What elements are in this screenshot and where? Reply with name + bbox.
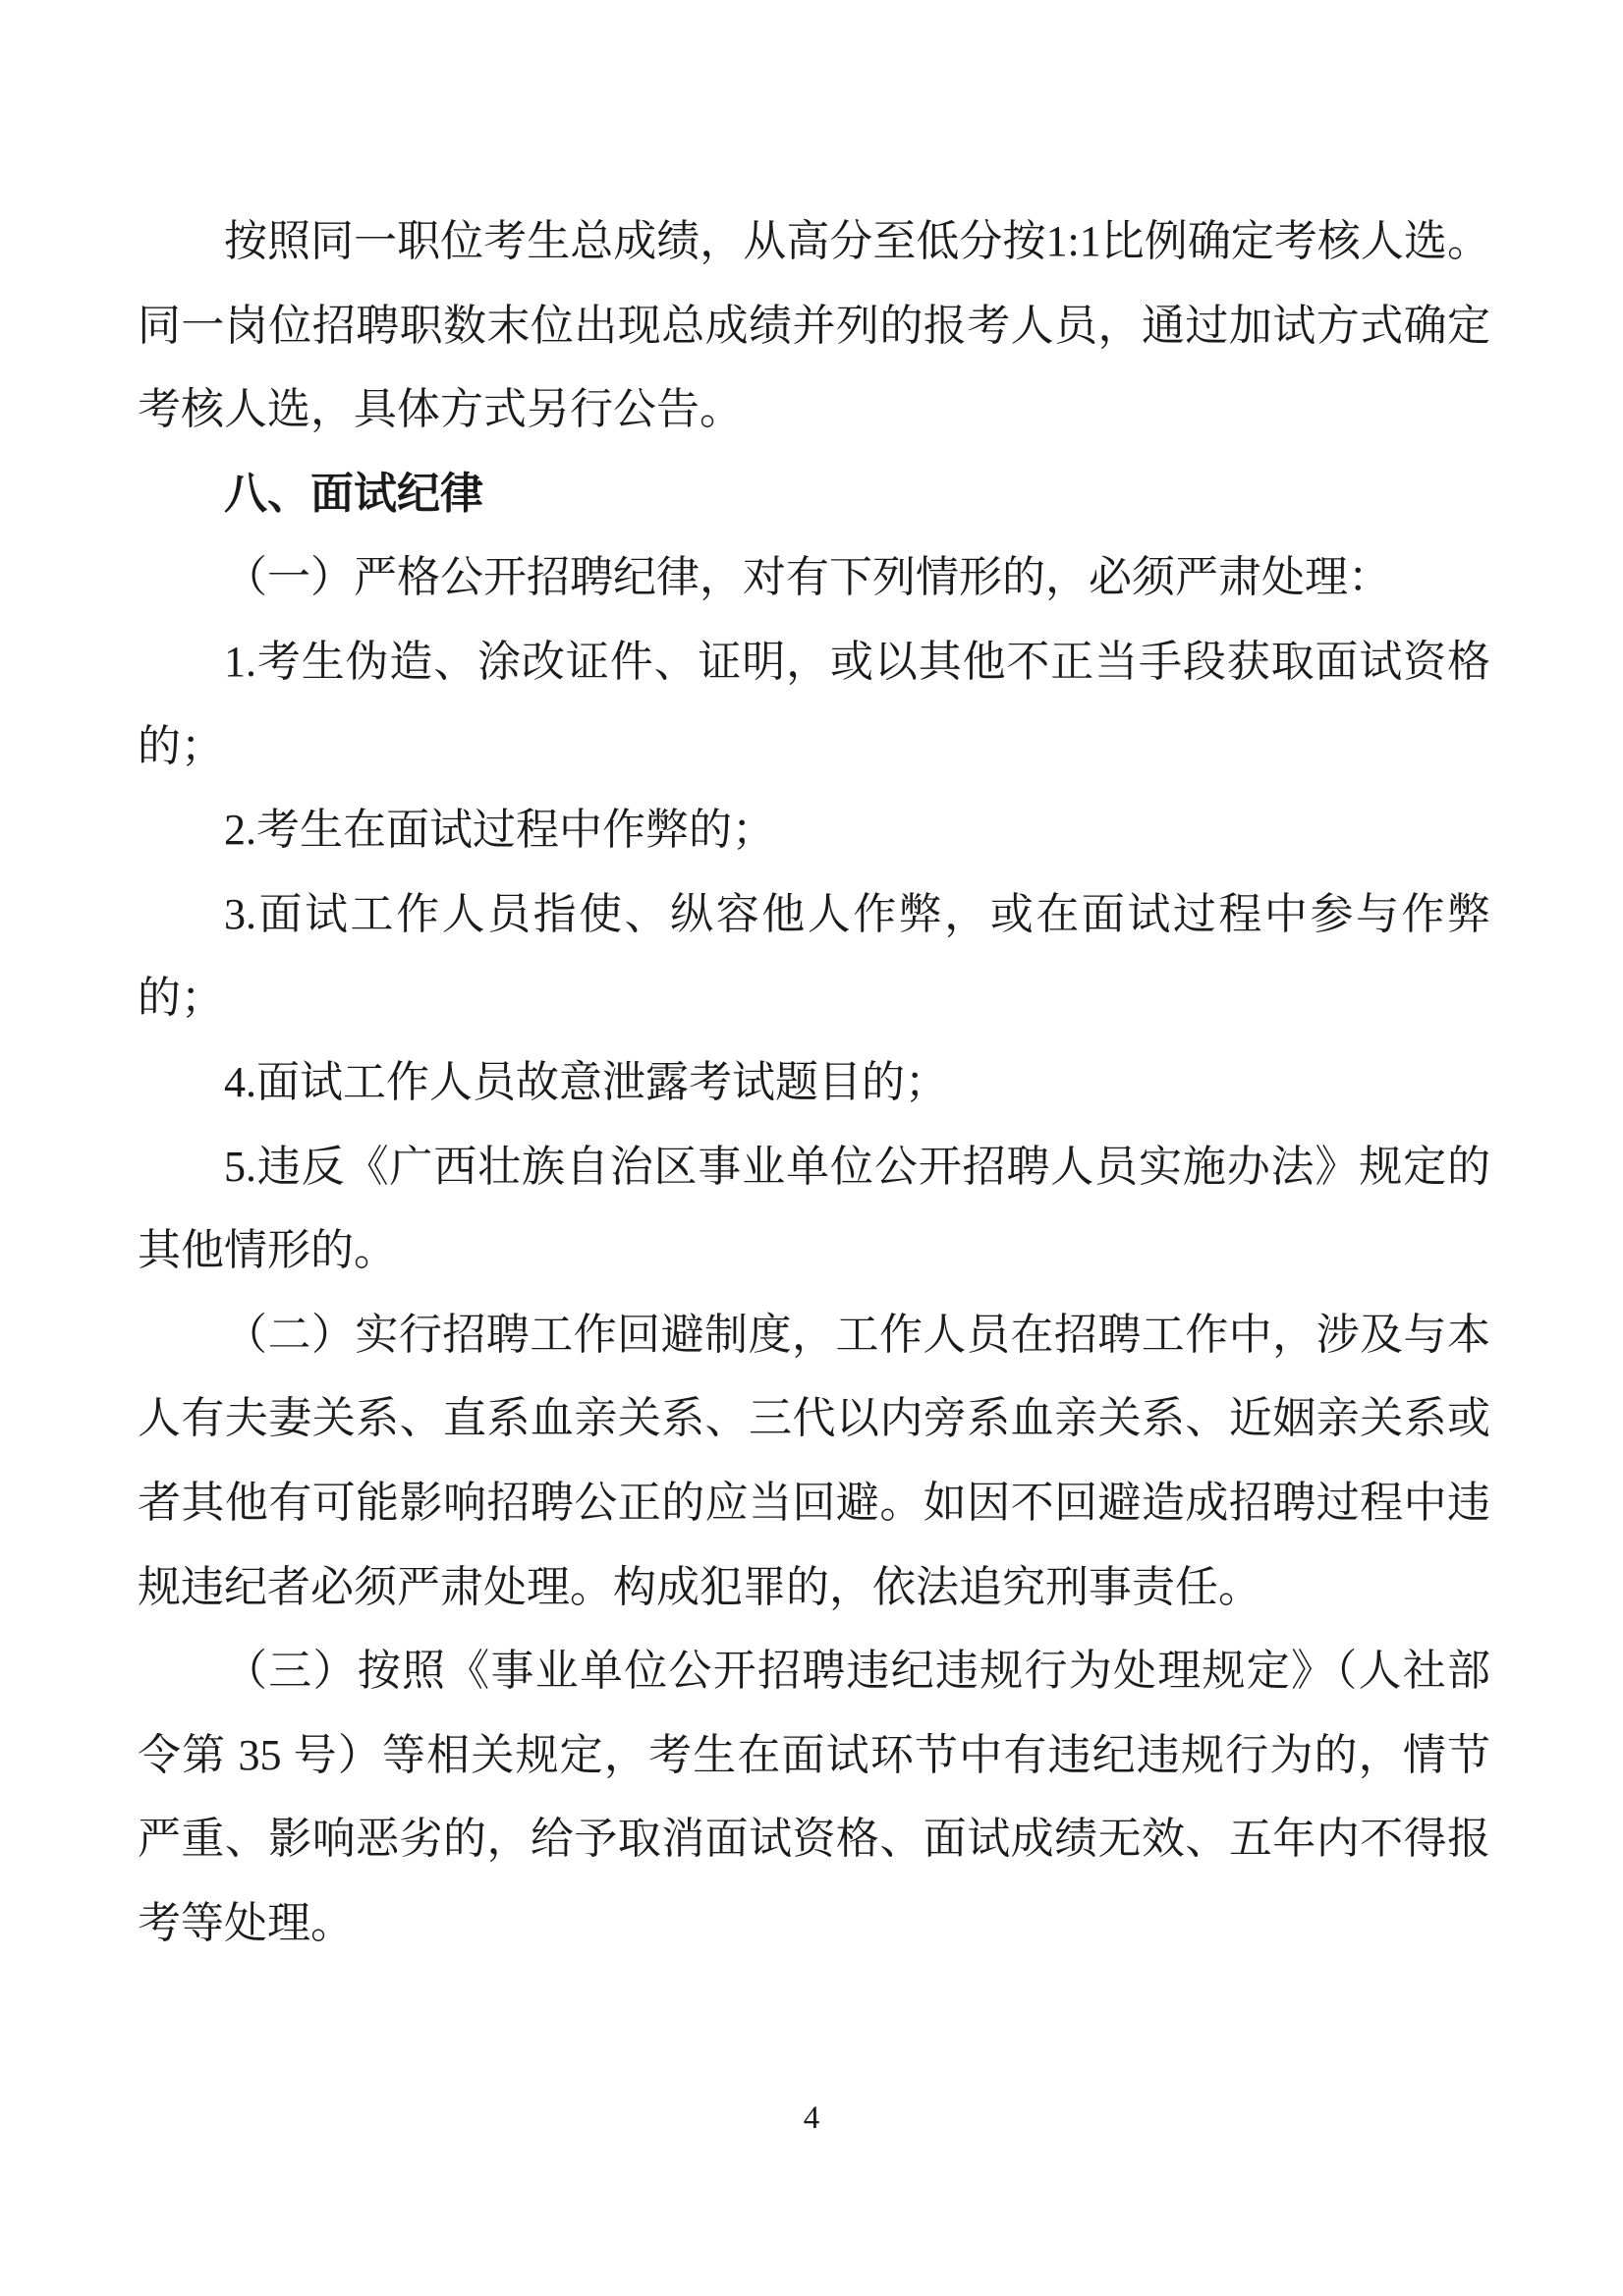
paragraph-candidate-selection-rule: 按照同一职位考生总成绩，从高分至低分按1:1比例确定考核人选。同一岗位招聘职数末位出现总成绩并列的报考人员，通过加试方式确定考核人选，具体方式另行公告。 — [138, 217, 1490, 434]
page-footer — [0, 2100, 1623, 2137]
page-number: 4 — [803, 2100, 820, 2136]
document-content — [138, 199, 1490, 1965]
clause-1-item-4: 4.面试工作人员故意泄露考试题目的； — [224, 1057, 948, 1106]
clause-1-intro: （一）严格公开招聘纪律，对有下列情形的，必须严肃处理： — [224, 553, 1391, 602]
clause-1-item-2: 2.考生在面试过程中作弊的； — [224, 806, 775, 855]
clause-3-violation-handling: （三）按照《事业单位公开招聘违纪违规行为处理规定》（人社部令第 35 号）等相关规定，考生在面试环节中有违纪违规行为的，情节严重、影响恶劣的，给予取消面试资格、面试成绩无效、五年内不得报考等处理。 — [138, 1647, 1490, 1947]
clause-1-item-5: 5.违反《广西壮族自治区事业单位公开招聘人员实施办法》规定的其他情形的。 — [138, 1142, 1490, 1275]
clause-1-item-1: 1.考生伪造、涂改证件、证明，或以其他不正当手段获取面试资格的； — [138, 637, 1490, 770]
clause-2-recusal-policy: （二）实行招聘工作回避制度，工作人员在招聘工作中，涉及与本人有夫妻关系、直系血亲关系、三代以内旁系血亲关系、近姻亲关系或者其他有可能影响招聘公正的应当回避。如因不回避造成招聘过程中违规违纪者必须严肃处理。构成犯罪的，依法追究刑事责任。 — [138, 1310, 1490, 1611]
clause-1-item-3: 3.面试工作人员指使、纵容他人作弊，或在面试过程中参与作弊的； — [138, 889, 1490, 1023]
section-heading-interview-discipline: 八、面试纪律 — [224, 469, 483, 518]
